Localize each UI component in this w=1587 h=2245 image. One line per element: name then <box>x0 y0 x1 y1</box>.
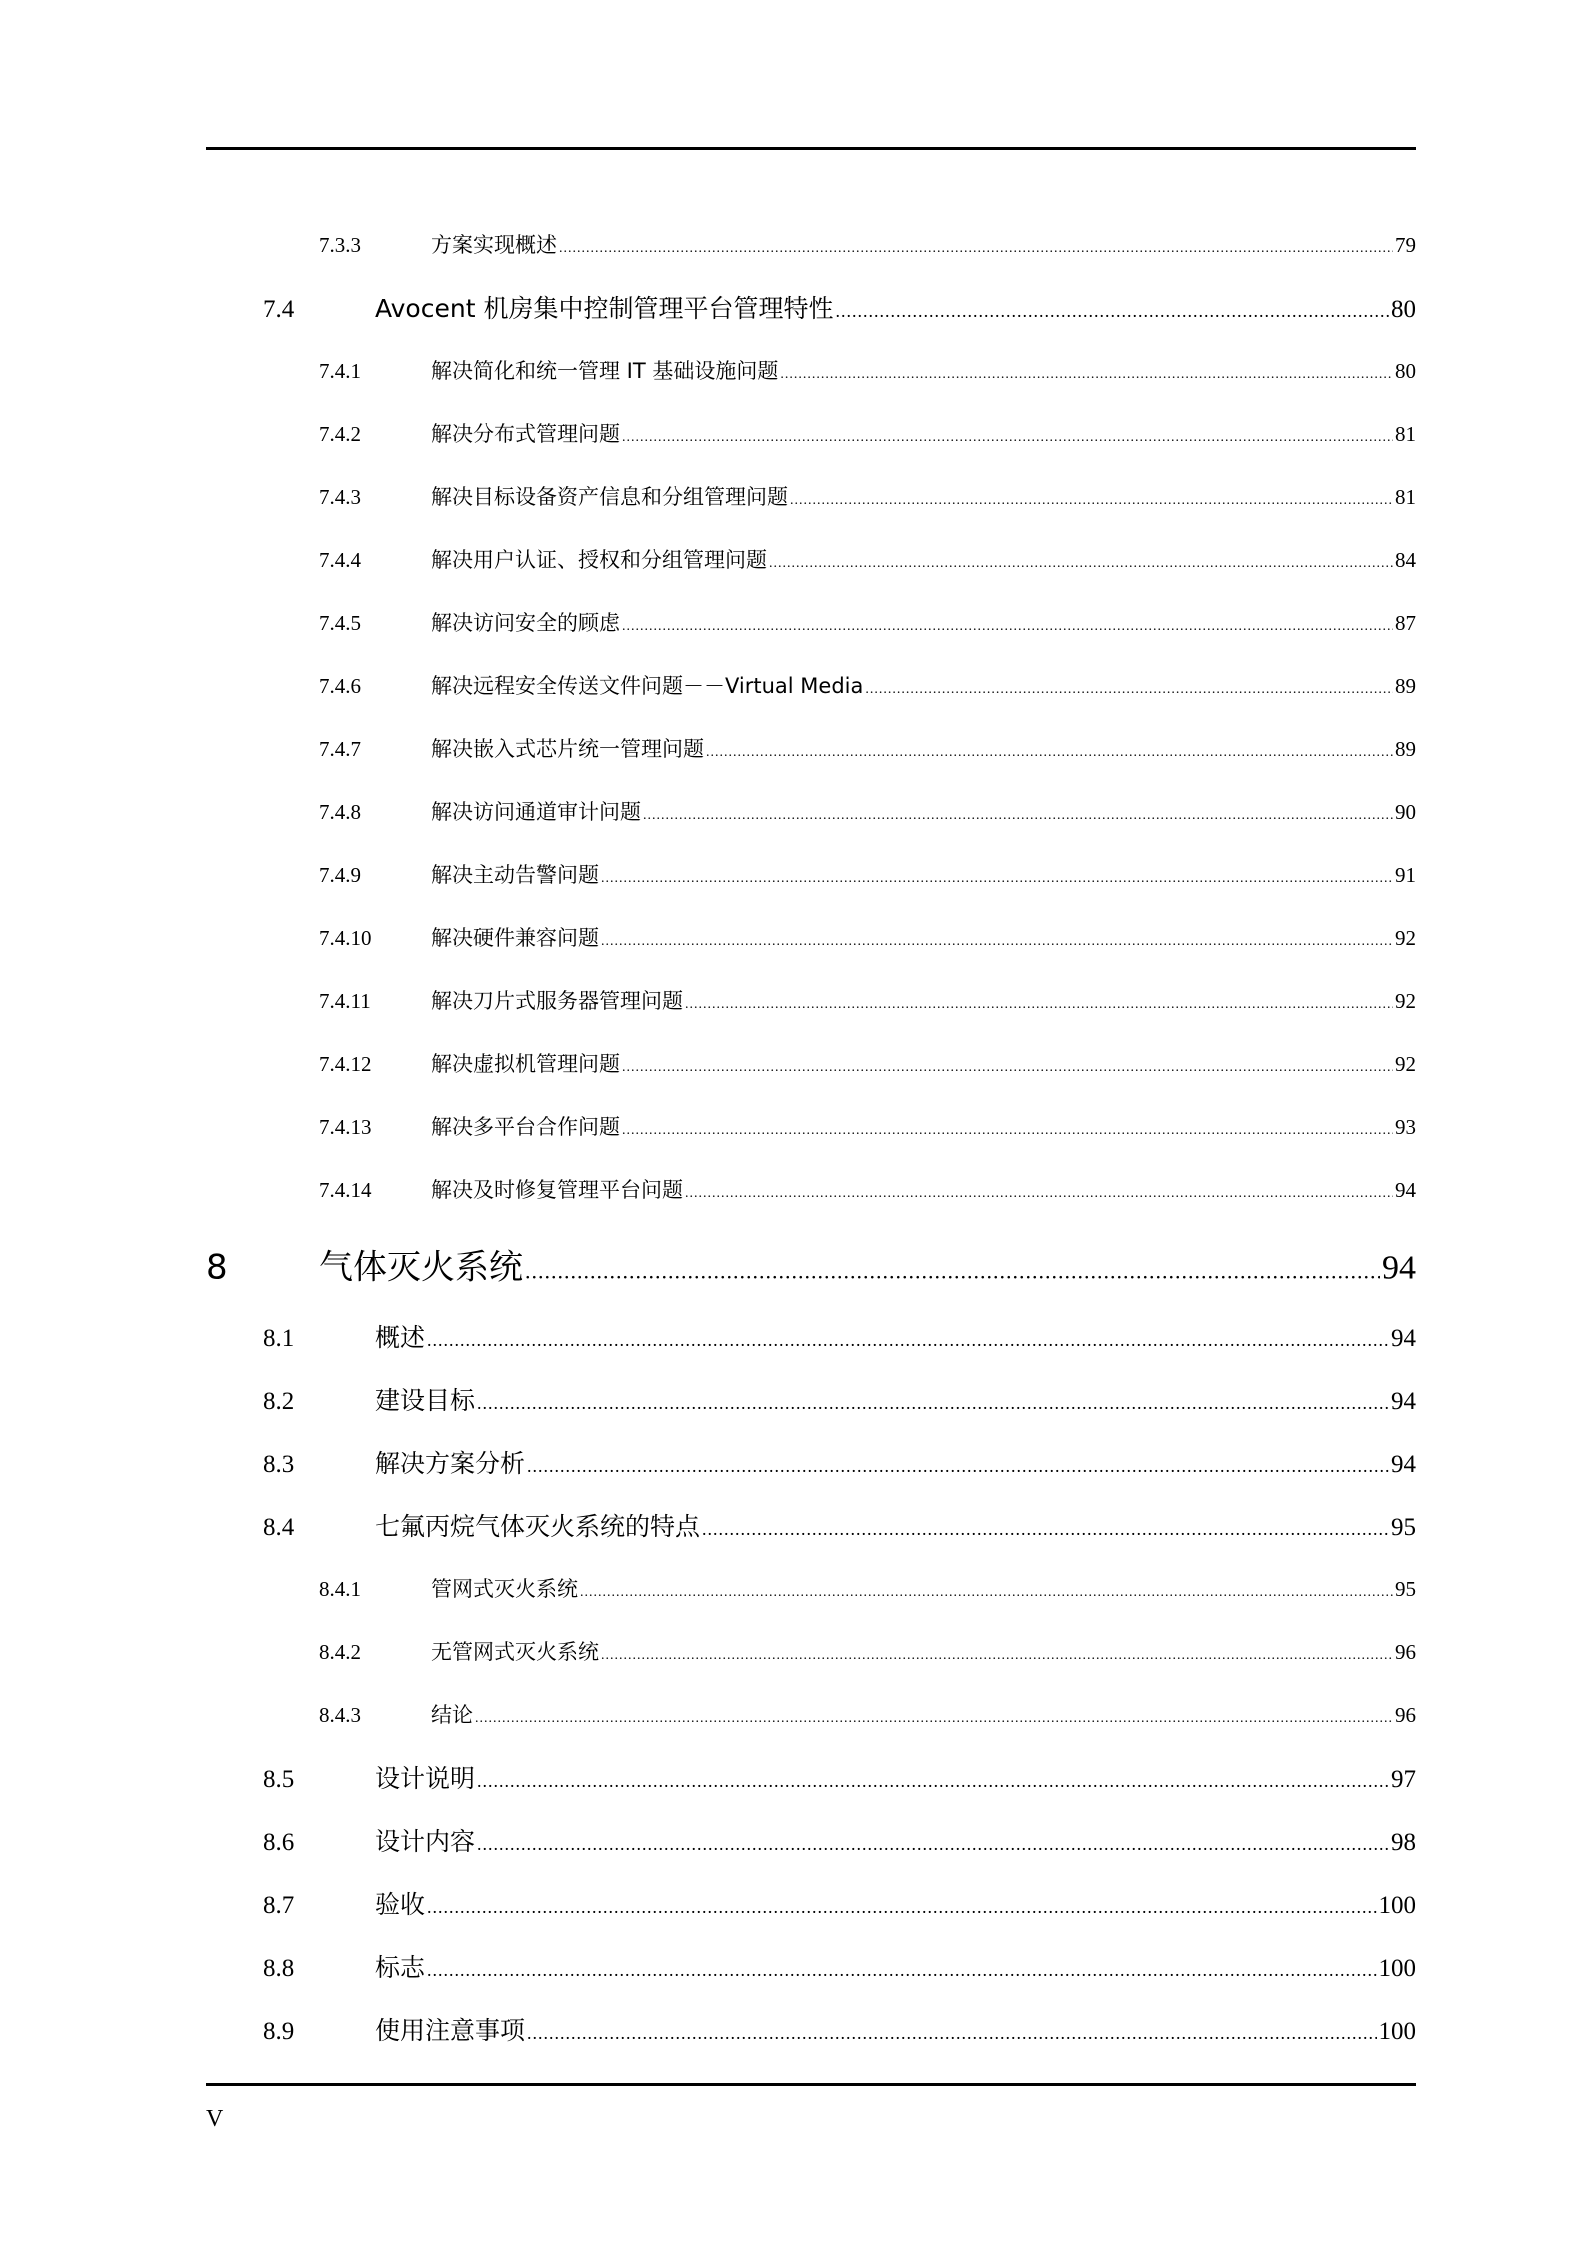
dot-leader <box>780 367 1393 383</box>
toc-entry[interactable] <box>319 607 1416 637</box>
dot-leader <box>601 1648 1393 1664</box>
toc-page: 91 <box>1395 863 1416 887</box>
toc-number: 7.4 <box>263 296 295 323</box>
dot-leader <box>427 1960 1376 1981</box>
toc-title[interactable]: 无管网式灭火系统 <box>431 1640 599 1664</box>
toc-page: 94 <box>1391 1388 1416 1415</box>
toc-entry[interactable] <box>319 544 1416 574</box>
toc-number: 7.4.5 <box>319 611 361 635</box>
toc-title[interactable]: 解决目标设备资产信息和分组管理问题 <box>431 485 788 509</box>
dot-leader <box>580 1585 1393 1601</box>
toc-page: 97 <box>1391 1766 1416 1793</box>
toc-number: 7.4.10 <box>319 926 372 950</box>
toc-title[interactable]: 气体灭火系统 <box>319 1247 523 1288</box>
toc-entry[interactable] <box>263 2011 1416 2047</box>
toc-title[interactable]: 解决分布式管理问题 <box>431 422 620 446</box>
toc-entry[interactable] <box>263 1444 1416 1480</box>
toc-page: 89 <box>1395 674 1416 698</box>
toc-page: 95 <box>1395 1577 1416 1601</box>
toc-entry[interactable] <box>319 922 1416 952</box>
toc-number: 8.9 <box>263 2018 295 2045</box>
toc-entry[interactable] <box>319 670 1416 700</box>
toc-page: 81 <box>1395 485 1416 509</box>
toc-entry[interactable] <box>319 1048 1416 1078</box>
toc-page: 96 <box>1395 1703 1416 1727</box>
toc-title[interactable]: 解决及时修复管理平台问题 <box>431 1178 683 1202</box>
toc-title[interactable]: 解决简化和统一管理 IT 基础设施问题 <box>431 359 779 383</box>
toc-entry[interactable] <box>263 1318 1416 1354</box>
toc-page: 92 <box>1395 1052 1416 1076</box>
dot-leader <box>477 1393 1389 1414</box>
toc-page: 90 <box>1395 800 1416 824</box>
dot-leader <box>835 301 1389 322</box>
dot-leader <box>477 1771 1389 1792</box>
toc-page: 80 <box>1395 359 1416 383</box>
toc-title[interactable]: 结论 <box>431 1703 473 1727</box>
toc-page: 94 <box>1391 1325 1416 1352</box>
toc-title[interactable]: 设计说明 <box>375 1764 476 1793</box>
toc-page: 98 <box>1391 1829 1416 1856</box>
toc-entry[interactable] <box>319 1636 1416 1666</box>
toc-page: 94 <box>1382 1249 1416 1287</box>
toc-page: 100 <box>1378 1892 1416 1919</box>
toc-number: 7.4.12 <box>319 1052 372 1076</box>
toc-entry[interactable] <box>319 418 1416 448</box>
toc-entry[interactable] <box>319 1174 1416 1204</box>
toc-entry[interactable] <box>263 1822 1416 1858</box>
toc-page: 79 <box>1395 233 1416 257</box>
dot-leader <box>702 1519 1389 1540</box>
dot-leader <box>685 1186 1393 1202</box>
toc-number: 7.4.7 <box>319 737 361 761</box>
toc-number: 8.2 <box>263 1388 295 1415</box>
toc-page: 89 <box>1395 737 1416 761</box>
toc-entry[interactable] <box>263 1759 1416 1795</box>
toc-title[interactable]: 方案实现概述 <box>431 233 557 257</box>
toc-entry[interactable] <box>263 1948 1416 1984</box>
toc-entry[interactable] <box>319 1111 1416 1141</box>
toc-page: 93 <box>1395 1115 1416 1139</box>
dot-leader <box>622 430 1393 446</box>
toc-title[interactable]: 解决主动告警问题 <box>431 863 599 887</box>
toc-entry[interactable] <box>319 1573 1416 1603</box>
footer-rule <box>206 2083 1416 2086</box>
toc-page: 92 <box>1395 989 1416 1013</box>
toc-entry[interactable] <box>319 481 1416 511</box>
toc-title[interactable]: 解决方案分析 <box>375 1449 526 1478</box>
toc-number: 8.4 <box>263 1514 295 1541</box>
toc-entry[interactable] <box>319 1699 1416 1729</box>
toc-number: 7.4.11 <box>319 989 371 1013</box>
dot-leader <box>475 1711 1393 1727</box>
toc-title[interactable]: 管网式灭火系统 <box>431 1577 578 1601</box>
toc-number: 8 <box>206 1247 228 1288</box>
toc-number: 7.4.13 <box>319 1115 372 1139</box>
toc-number: 7.3.3 <box>319 233 361 257</box>
dot-leader <box>865 682 1393 698</box>
toc-title[interactable]: 标志 <box>375 1953 426 1982</box>
toc-number: 8.7 <box>263 1892 295 1919</box>
dot-leader <box>622 1123 1393 1139</box>
footer-page-number: V <box>206 2106 224 2132</box>
toc-title[interactable]: 解决硬件兼容问题 <box>431 926 599 950</box>
toc-entry[interactable] <box>263 1885 1416 1921</box>
toc-page: 95 <box>1391 1514 1416 1541</box>
toc-page: 100 <box>1378 1955 1416 1982</box>
dot-leader <box>559 241 1393 257</box>
toc-number: 7.4.9 <box>319 863 361 887</box>
toc-title[interactable]: 解决访问安全的顾虑 <box>431 611 620 635</box>
toc-number: 7.4.4 <box>319 548 361 572</box>
toc-title[interactable]: 解决远程安全传送文件问题－－Virtual Media <box>431 674 864 698</box>
toc-title[interactable]: 解决刀片式服务器管理问题 <box>431 989 683 1013</box>
toc-entry[interactable] <box>263 289 1416 325</box>
toc-entry[interactable] <box>263 1507 1416 1543</box>
toc-number: 8.4.3 <box>319 1703 361 1727</box>
dot-leader <box>527 1456 1389 1477</box>
toc-entry[interactable] <box>319 859 1416 889</box>
toc-page: 81 <box>1395 422 1416 446</box>
toc-title[interactable]: Avocent 机房集中控制管理平台管理特性 <box>375 294 834 323</box>
toc-page: 94 <box>1395 1178 1416 1202</box>
toc-number: 7.4.1 <box>319 359 361 383</box>
toc-number: 8.5 <box>263 1766 295 1793</box>
toc-title[interactable]: 解决嵌入式芯片统一管理问题 <box>431 737 704 761</box>
toc-number: 8.3 <box>263 1451 295 1478</box>
toc-title[interactable]: 解决虚拟机管理问题 <box>431 1052 620 1076</box>
dot-leader <box>601 934 1393 950</box>
toc-entry[interactable] <box>263 1381 1416 1417</box>
toc-entry[interactable] <box>319 985 1416 1015</box>
dot-leader <box>601 871 1393 887</box>
toc-title[interactable]: 建设目标 <box>375 1386 476 1415</box>
toc-title[interactable]: 解决访问通道审计问题 <box>431 800 641 824</box>
toc-title[interactable]: 设计内容 <box>375 1827 476 1856</box>
toc-number: 8.4.1 <box>319 1577 361 1601</box>
dot-leader <box>427 1897 1376 1918</box>
toc-page: 92 <box>1395 926 1416 950</box>
toc-page: 80 <box>1391 296 1416 323</box>
dot-leader <box>790 493 1393 509</box>
toc-entry[interactable] <box>319 355 1416 385</box>
toc-title[interactable]: 验收 <box>375 1890 426 1919</box>
dot-leader <box>769 556 1393 572</box>
toc-title[interactable]: 解决用户认证、授权和分组管理问题 <box>431 548 767 572</box>
dot-leader <box>622 1060 1393 1076</box>
toc-entry[interactable] <box>206 1240 1416 1289</box>
toc-entry[interactable] <box>319 733 1416 763</box>
toc-number: 7.4.3 <box>319 485 361 509</box>
toc-entry[interactable] <box>319 796 1416 826</box>
toc-number: 7.4.14 <box>319 1178 372 1202</box>
dot-leader <box>685 997 1393 1013</box>
toc-number: 8.6 <box>263 1829 295 1856</box>
toc-number: 7.4.6 <box>319 674 361 698</box>
toc-page: 96 <box>1395 1640 1416 1664</box>
toc-number: 8.1 <box>263 1325 295 1352</box>
toc-number: 7.4.2 <box>319 422 361 446</box>
toc-page: 87 <box>1395 611 1416 635</box>
toc-page: 100 <box>1378 2018 1416 2045</box>
toc-title[interactable]: 概述 <box>375 1323 426 1352</box>
dot-leader <box>706 745 1393 761</box>
toc-page: 84 <box>1395 548 1416 572</box>
dot-leader <box>525 1259 1380 1285</box>
toc-number: 8.8 <box>263 1955 295 1982</box>
toc-page: 94 <box>1391 1451 1416 1478</box>
toc-entry[interactable] <box>319 229 1416 259</box>
toc-title[interactable]: 七氟丙烷气体灭火系统的特点 <box>375 1512 701 1541</box>
toc-number: 7.4.8 <box>319 800 361 824</box>
toc-title[interactable]: 解决多平台合作问题 <box>431 1115 620 1139</box>
toc-number: 8.4.2 <box>319 1640 361 1664</box>
dot-leader <box>622 619 1393 635</box>
dot-leader <box>527 2023 1376 2044</box>
dot-leader <box>643 808 1393 824</box>
dot-leader <box>427 1330 1389 1351</box>
dot-leader <box>477 1834 1389 1855</box>
toc-title[interactable]: 使用注意事项 <box>375 2016 526 2045</box>
